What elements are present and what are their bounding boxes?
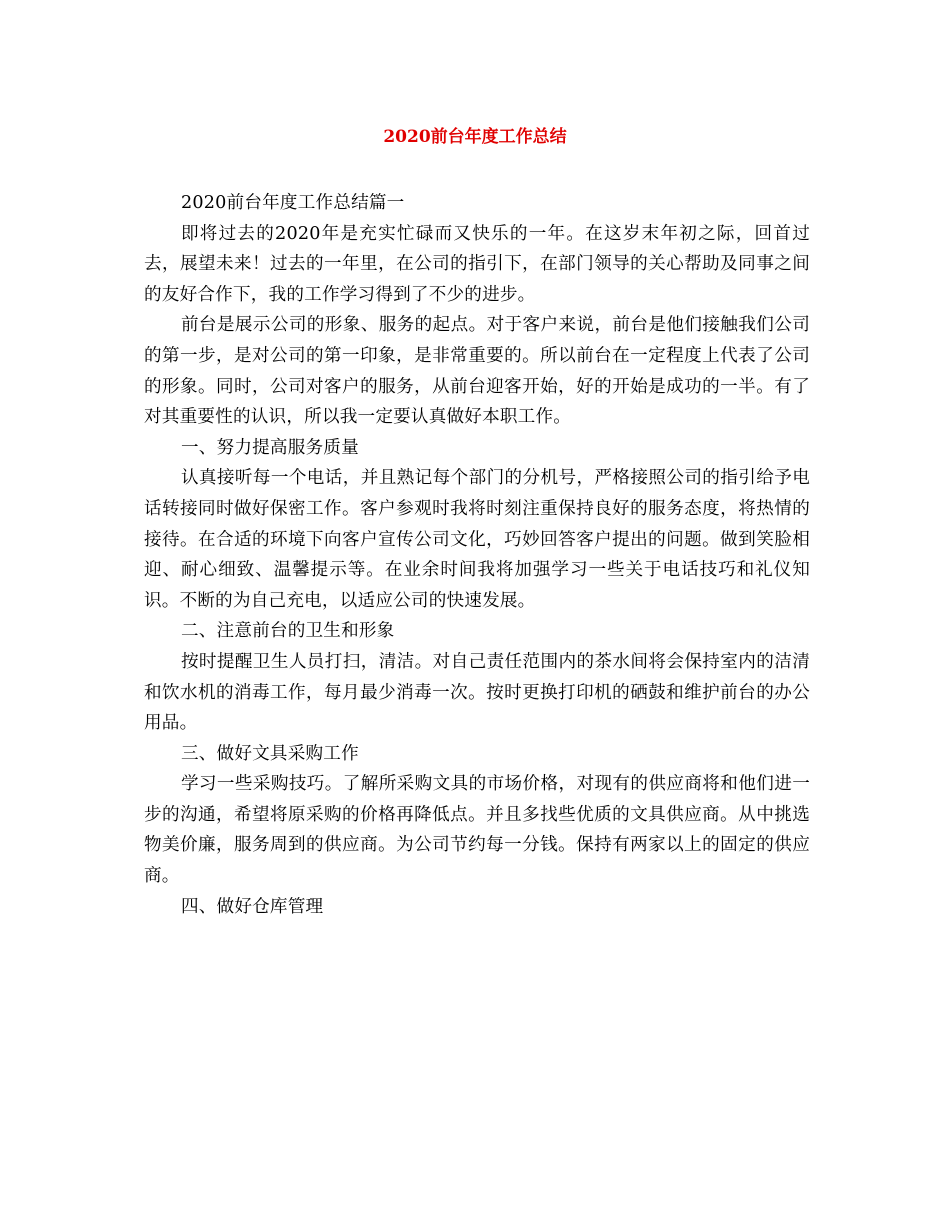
body-paragraph: 认真接听每一个电话，并且熟记每个部门的分机号，严格接照公司的指引给予电话转接同时做好保密工作。客户参观时我将时刻注重保持良好的服务态度，将热情的接待。在合适的环境下向客户宣传公司文化，巧妙回答客户提出的问题。做到笑脸相迎、耐心细致、温馨提示等。在业余时间我将加强学习一些关于电话技巧和礼仪知识。不断的为自己充电，以适应公司的快速发展。	[144, 468, 810, 611]
section-heading: 二、注意前台的卫生和形象	[180, 621, 395, 642]
body-paragraph: 学习一些采购技巧。了解所采购文具的市场价格，对现有的供应商将和他们进一步的沟通，希望将原采购的价格再降低点。并且多找些优质的文具供应商。从中挑选物美价廉，服务周到的供应商。为公司节约每一分钱。保持有两家以上的固定的供应商。	[144, 774, 810, 887]
section-heading: 2020前台年度工作总结篇一	[180, 193, 405, 213]
document-title: 2020前台年度工作总结	[383, 127, 567, 147]
section-heading: 三、做好文具采购工作	[180, 743, 359, 764]
section-heading: 四、做好仓库管理	[180, 896, 324, 917]
document-body	[144, 188, 810, 922]
section-heading: 一、努力提高服务质量	[180, 437, 359, 458]
body-paragraph: 前台是展示公司的形象、服务的起点。对于客户来说，前台是他们接触我们公司的第一步，是对公司的第一印象，是非常重要的。所以前台在一定程度上代表了公司的形象。同时，公司对客户的服务，从前台迎客开始，好的开始是成功的一半。有了对其重要性的认识，所以我一定要认真做好本职工作。	[144, 315, 810, 428]
body-paragraph: 即将过去的2020年是充实忙碌而又快乐的一年。在这岁末年初之际，回首过去，展望未来！过去的一年里，在公司的指引下，在部门领导的关心帮助及同事之间的友好合作下，我的工作学习得到了不少的进步。	[144, 223, 810, 305]
body-paragraph: 按时提醒卫生人员打扫，清洁。对自己责任范围内的茶水间将会保持室内的洁清和饮水机的消毒工作，每月最少消毒一次。按时更换打印机的硒鼓和维护前台的办公用品。	[144, 651, 810, 734]
